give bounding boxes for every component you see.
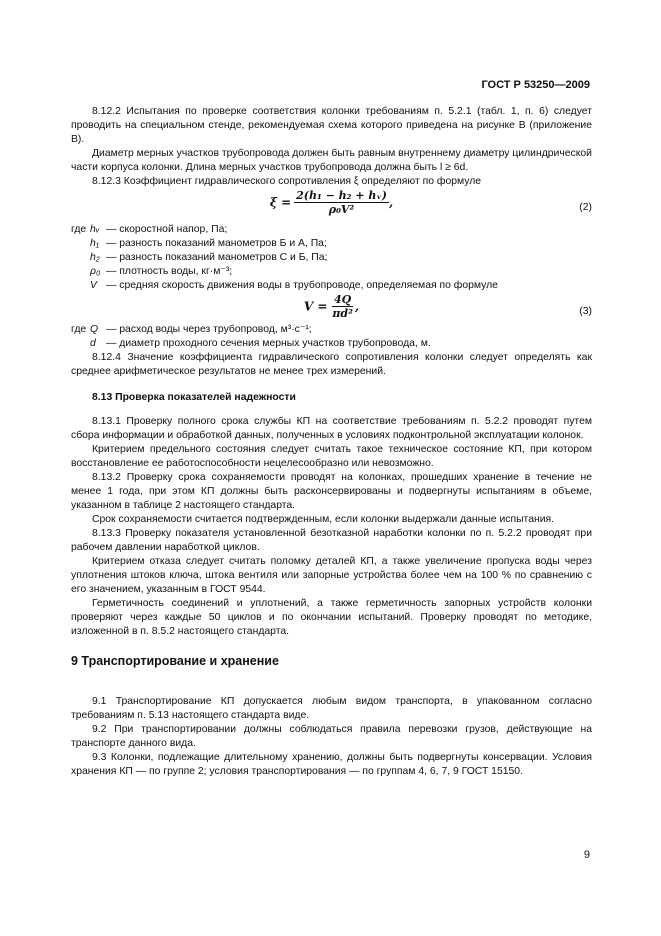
formula-3-lhs: V = xyxy=(303,299,328,314)
formula-3 xyxy=(71,293,592,323)
paragraph-8-13-1: 8.13.1 Проверку полного срока службы КП на соответствие требованиям п. 5.2.2 проводят путем сбора информации и обработкой данных, полученных в условиях подконтрольной эксплуатации колонок. xyxy=(71,416,592,441)
document-code: ГОСТ Р 53250—2009 xyxy=(481,79,590,91)
heading-8-13: 8.13 Проверка показателей надежности xyxy=(92,392,296,403)
definition: — расход воды через трубопровод, м³·с⁻¹; xyxy=(106,324,312,335)
where-list-1 xyxy=(71,223,592,293)
formula-2-lhs: ξ = xyxy=(269,195,292,210)
formula-3-denominator: πd² xyxy=(332,307,353,320)
equation-number-2: (2) xyxy=(579,202,592,213)
paragraph-9-3: 9.3 Колонки, подлежащие длительному хранению, должны быть подвергнуты консервации. Условия хранения КП — по группе 2; условия транспортирования — по группам 4, 6, 7, 9 ГОСТ 15150. xyxy=(71,752,592,777)
symbol: Q xyxy=(90,324,99,335)
paragraph-9-1: 9.1 Транспортирование КП допускается любым видом транспорта, в упакованном согласно требованиям п. 5.13 настоящего стандарта виде. xyxy=(71,696,592,721)
where-lead: где xyxy=(71,224,87,235)
paragraph-8-12-2-diameter: Диаметр мерных участков трубопровода должен быть равным внутреннему диаметру цилиндрической части корпуса колонки. Длина мерных участков трубопровода должна быть l ≥ 6d. xyxy=(71,148,592,173)
section-9-title: 9 Транспортирование и хранение xyxy=(71,654,279,668)
symbol: hᵥ xyxy=(90,224,100,235)
paragraph-8-13-2-confirmed: Срок сохраняемости считается подтвержденным, если колонки выдержали данные испытания. xyxy=(92,514,555,525)
definition: — скоростной напор, Па; xyxy=(106,224,228,235)
equation-number-3: (3) xyxy=(579,306,592,317)
symbol: V xyxy=(90,280,97,291)
page-number: 9 xyxy=(583,849,590,861)
symbol: ρ₀ xyxy=(90,266,101,277)
formula-2-numerator: 2(h₁ − h₂ + hᵥ) xyxy=(296,189,387,202)
definition: — разность показаний манометров С и Б, Па; xyxy=(106,252,328,263)
formula-2-comma: , xyxy=(388,195,394,210)
paragraph-8-13-3-failure: Критерием отказа следует считать поломку деталей КП, а также увеличение пропуска воды через уплотнения штоков ключа, штока вентиля или запорные устройства более чем на 100 % по сравнению с его значением, указанным в ГОСТ 9544. xyxy=(71,556,592,595)
formula-2-denominator: ρ₀V² xyxy=(328,203,355,216)
paragraph-8-13-3: 8.13.3 Проверку показателя установленной безотказной наработки колонки по п. 5.2.2 проводят при рабочем давлении наработкой циклов. xyxy=(71,528,592,553)
paragraph-8-13-3-tightness: Герметичность соединений и уплотнений, а также герметичность запорных устройств колонки проверяют через каждые 50 циклов и по окончании испытаний. Проверку проводят по методике, изложенной в п. 8.5.2 настоящего стандарта. xyxy=(71,598,592,637)
paragraph-8-13-2: 8.13.2 Проверку срока сохраняемости проводят на колонках, прошедших хранение в течение не менее 1 года, при этом КП должны быть расконсервированы и подвергнуты испытаниям в объеме, указанном в таблице 2 настоящего стандарта. xyxy=(71,472,592,511)
paragraph-8-12-4: 8.12.4 Значение коэффициента гидравлического сопротивления колонки следует определять как среднее арифметическое результатов не менее трех измерений. xyxy=(71,352,592,377)
paragraph-8-12-3: 8.12.3 Коэффициент гидравлического сопротивления ξ определяют по формуле xyxy=(92,176,482,187)
formula-3-fraction xyxy=(330,293,355,320)
paragraph-9-2: 9.2 При транспортировании должны соблюдаться правила перевозки грузов, действующие на транспорте данного вида. xyxy=(71,724,592,749)
formula-2-fraction xyxy=(294,189,389,216)
formula-3-numerator: 4Q xyxy=(334,293,352,306)
definition: — разность показаний манометров Б и А, Па; xyxy=(106,238,327,249)
symbol: h₁ xyxy=(90,238,100,249)
formula-3-comma: , xyxy=(354,299,360,314)
formula-2 xyxy=(71,189,592,223)
where-list-2 xyxy=(71,323,592,351)
definition: — средняя скорость движения воды в трубопроводе, определяемая по формуле xyxy=(106,280,498,291)
symbol: h₂ xyxy=(90,252,100,263)
definition: — диаметр проходного сечения мерных участков трубопровода, м. xyxy=(106,338,431,349)
page-body xyxy=(71,105,592,779)
paragraph-8-13-1-criterion: Критерием предельного состояния следует считать такое техническое состояние КП, при котором восстановление ее работоспособности нецелесообразно или невозможно. xyxy=(71,444,592,469)
paragraph-8-12-2: 8.12.2 Испытания по проверке соответствия колонки требованиям п. 5.2.1 (табл. 1, п. 6) следует проводить на специальном стенде, рекомендуемая схема которого приведена на рисунке В (приложение В). xyxy=(71,106,592,145)
where-lead: где xyxy=(71,324,87,335)
definition: — плотность воды, кг·м⁻³; xyxy=(106,266,233,277)
symbol: d xyxy=(90,338,96,349)
